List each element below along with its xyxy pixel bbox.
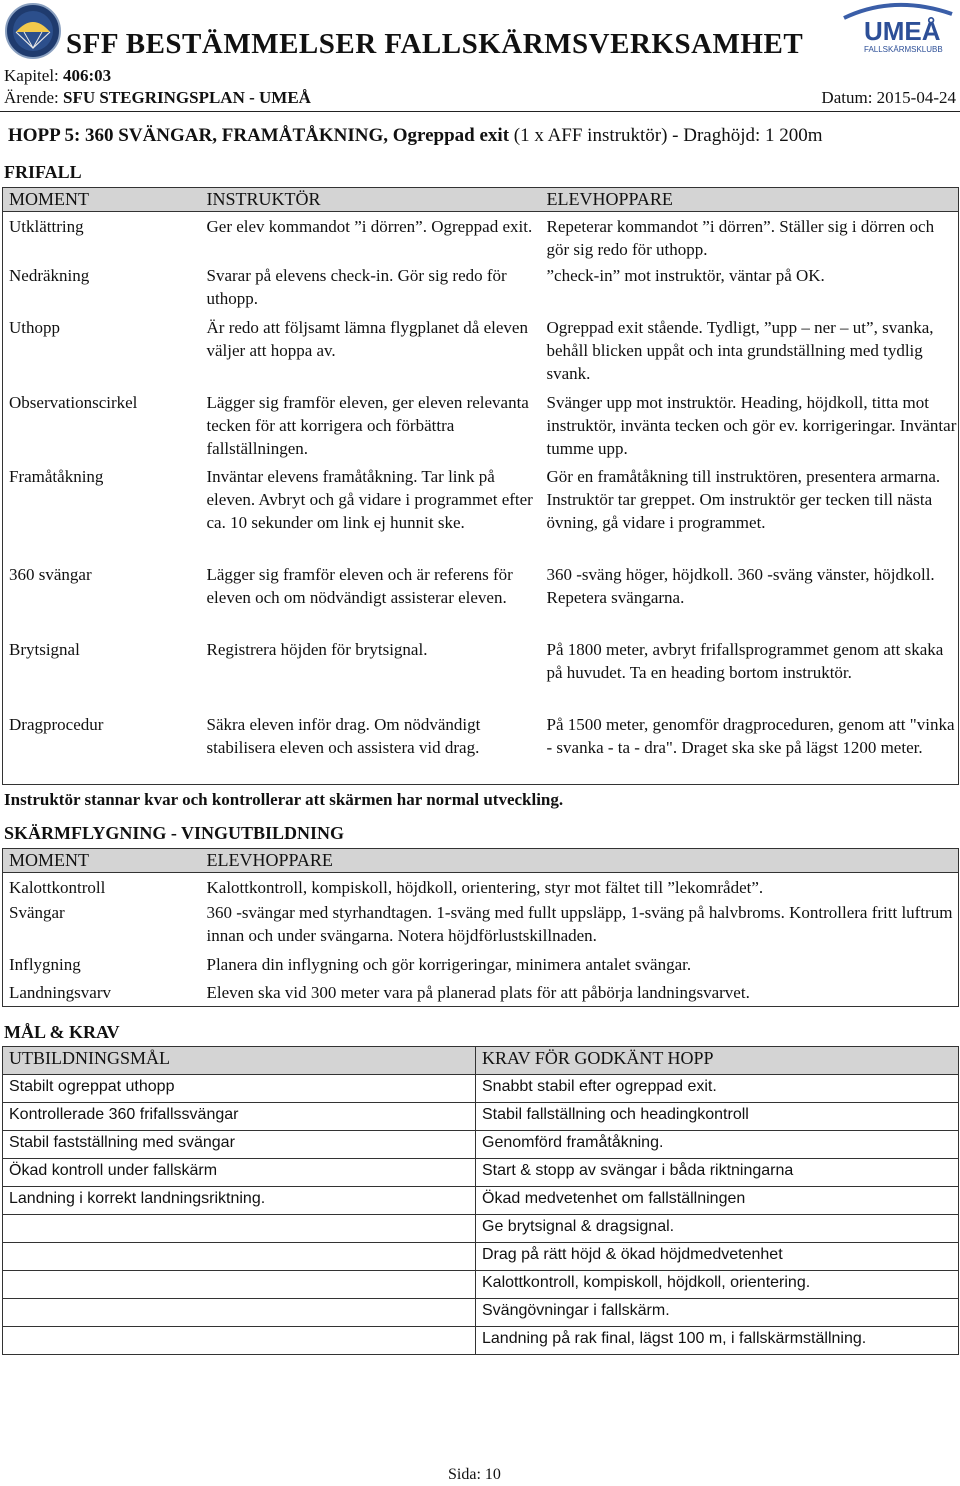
col-header-elevhoppare: ELEVHOPPARE [201,849,959,873]
cell-moment: Nedräkning [9,265,90,285]
cell-elevhoppare: På 1800 meter, avbryt frifallsprogrammet genom att skaka på huvudet. Ta en heading bortom instruktör. [546,639,944,682]
col-header-krav: KRAV FÖR GODKÄNT HOPP [476,1047,959,1075]
table-row [3,953,959,981]
cell-krav: Start & stopp av svängar i båda riktningarna [476,1159,959,1187]
cell-moment: Inflygning [9,954,81,974]
col-header-elevhoppare: ELEVHOPPARE [541,188,959,212]
cell-instruktor: Säkra eleven inför drag. Om nödvändigt stabilisera eleven och assistera vid drag. [206,714,481,757]
col-header-utbildningsmal: UTBILDNINGSMÅL [3,1047,476,1075]
datum-value: 2015-04-24 [876,88,956,107]
table-row [3,1215,959,1243]
cell-moment: Brytsignal [9,639,80,659]
table-row [3,465,959,563]
cell-moment: Uthopp [9,317,60,337]
mal-table [2,1046,959,1355]
document-title: SFF BESTÄMMELSER FALLSKÄRMSVERKSAMHET [66,28,804,60]
cell-moment: Observationscirkel [9,392,138,412]
table-row [3,1327,959,1355]
cell-elevhoppare: Svänger upp mot instruktör. Heading, höjdkoll, titta mot instruktör, invänta tecken och gör ev. korrigeringar. Inväntar tumme upp. [546,392,957,458]
col-header-moment: MOMENT [3,188,201,212]
kapitel-value: 406:03 [63,66,112,85]
umea-club-logo [834,0,958,58]
cell-moment: 360 svängar [9,564,92,584]
cell-krav: Landning på rak final, lägst 100 m, i fallskärmställning. [476,1327,959,1355]
frifall-header-row [3,188,959,212]
page-number: Sida: 10 [448,1466,501,1483]
skarm-title: SKÄRMFLYGNING - VINGUTBILDNING [4,823,345,843]
table-row [3,901,959,953]
skarm-header-row [3,849,959,873]
cell-krav: Stabil fallställning och headingkontroll [476,1103,959,1131]
frifall-title: FRIFALL [4,162,82,182]
datum-label: Datum: [821,88,873,107]
cell-mal: Ökad kontroll under fallskärm [3,1159,476,1187]
hop-title-main: HOPP 5: 360 SVÄNGAR, FRAMÅTÅKNING, Ogreppad exit [8,125,510,146]
cell-instruktor: Är redo att följsamt lämna flygplanet då eleven väljer att hoppa av. [206,317,528,360]
cell-mal [3,1299,476,1327]
instructor-note: Instruktör stannar kvar och kontrollerar att skärmen har normal utveckling. [4,790,564,809]
table-row [3,638,959,713]
cell-mal [3,1215,476,1243]
cell-instruktor: Registrera höjden för brytsignal. [206,639,428,659]
cell-mal: Landning i korrekt landningsriktning. [3,1187,476,1215]
table-row [3,316,959,391]
cell-elevhoppare: Gör en framåtåkning till instruktören, presentera armarna. Instruktör tar greppet. Om instruktör ger tecken till nästa övning, gå vidare i programmet. [546,466,941,532]
table-row [3,1243,959,1271]
col-header-instruktor: INSTRUKTÖR [201,188,541,212]
cell-elevhoppare: 360 -sväng höger, höjdkoll. 360 -sväng vänster, höjdkoll. Repetera svängarna. [546,564,935,607]
cell-instruktor: Svarar på elevens check-in. Gör sig redo för uthopp. [206,265,507,308]
cell-krav: Ge brytsignal & dragsignal. [476,1215,959,1243]
arende-line [4,88,311,108]
col-header-moment: MOMENT [3,849,201,873]
cell-instruktor: Inväntar elevens framåtåkning. Tar link på eleven. Avbryt och gå vidare i programmet efter ca. 10 sekunder om link ej hunnit ske. [206,466,533,532]
cell-instruktor: Ger elev kommandot ”i dörren”. Ogreppad exit. [206,217,533,236]
frifall-table [2,187,959,785]
cell-elevhoppare: Eleven ska vid 300 meter vara på planerad plats för att påbörja landningsvarvet. [206,982,750,1002]
table-row [3,212,959,264]
cell-moment: Dragprocedur [9,714,104,734]
cell-krav: Drag på rätt höjd & ökad höjdmedvetenhet [476,1243,959,1271]
table-row [3,1271,959,1299]
cell-elevhoppare: På 1500 meter, genomför dragproceduren, genom att "vinka - svanka - ta - dra". Draget ska ske på lägst 1200 meter. [546,714,955,757]
table-row [3,264,959,316]
cell-moment: Utklättring [9,217,84,236]
cell-krav: Snabbt stabil efter ogreppad exit. [476,1075,959,1103]
cell-instruktor: Lägger sig framför eleven, ger eleven relevanta tecken för att korrigera och förbättra fallställningen. [206,392,529,458]
parachute-logo [4,2,62,60]
table-row [3,1075,959,1103]
table-row [3,563,959,638]
arende-label: Ärende: [4,88,59,107]
arende-value: SFU STEGRINGSPLAN - UMEÅ [63,88,311,107]
cell-elevhoppare: ”check-in” mot instruktör, väntar på OK. [546,265,825,285]
table-row [3,713,959,785]
cell-elevhoppare: Kalottkontroll, kompiskoll, höjdkoll, orientering, styr mot fältet till ”lekområdet”. [206,878,764,897]
table-row [3,1299,959,1327]
datum-line [821,88,956,108]
cell-mal: Kontrollerade 360 frifallssvängar [3,1103,476,1131]
mal-title: MÅL & KRAV [4,1022,120,1042]
skarm-table [2,848,959,1007]
cell-moment: Landningsvarv [9,982,111,1002]
cell-elevhoppare: 360 -svängar med styrhandtagen. 1-sväng med fullt uppsläpp, 1-sväng på halvbroms. Kontrollera fritt luftrum innan och under svängarna. Notera höjdförlustskillnaden. [206,902,953,945]
table-row [3,391,959,465]
table-row [3,981,959,1007]
cell-elevhoppare: Repeterar kommandot ”i dörren”. Ställer sig i dörren och gör sig redo för uthopp. [546,217,935,259]
table-row [3,873,959,901]
cell-krav: Genomförd framåtåkning. [476,1131,959,1159]
logo-subtext: FALLSKÄRMSKLUBB [864,45,943,54]
kapitel-line [4,66,111,86]
hop-title-rest: (1 x AFF instruktör) - Draghöjd: 1 200m [513,125,823,146]
cell-mal: Stabilt ogreppat uthopp [3,1075,476,1103]
hop-title [8,125,823,147]
cell-mal [3,1243,476,1271]
table-row [3,1103,959,1131]
cell-mal [3,1271,476,1299]
cell-krav: Svängövningar i fallskärm. [476,1299,959,1327]
header-divider [0,111,960,112]
table-row [3,1131,959,1159]
table-row [3,1159,959,1187]
kapitel-label: Kapitel: [4,66,59,85]
cell-elevhoppare: Ogreppad exit stående. Tydligt, ”upp – ner – ut”, svanka, behåll blicken uppåt och inta grundställning med tydlig svank. [546,317,934,383]
cell-krav: Kalottkontroll, kompiskoll, höjdkoll, orientering. [476,1271,959,1299]
cell-mal: Stabil fastställning med svängar [3,1131,476,1159]
cell-moment: Framåtåkning [9,466,104,486]
cell-moment: Kalottkontroll [9,878,106,897]
cell-krav: Ökad medvetenhet om fallställningen [476,1187,959,1215]
table-row [3,1187,959,1215]
cell-moment: Svängar [9,902,65,922]
cell-mal [3,1327,476,1355]
logo-text: UMEÅ [864,16,941,46]
mal-header-row [3,1047,959,1075]
cell-instruktor: Lägger sig framför eleven och är referens för eleven och om nödvändigt assisterar eleven. [206,564,513,607]
cell-elevhoppare: Planera din inflygning och gör korrigeringar, minimera antalet svängar. [206,954,692,974]
